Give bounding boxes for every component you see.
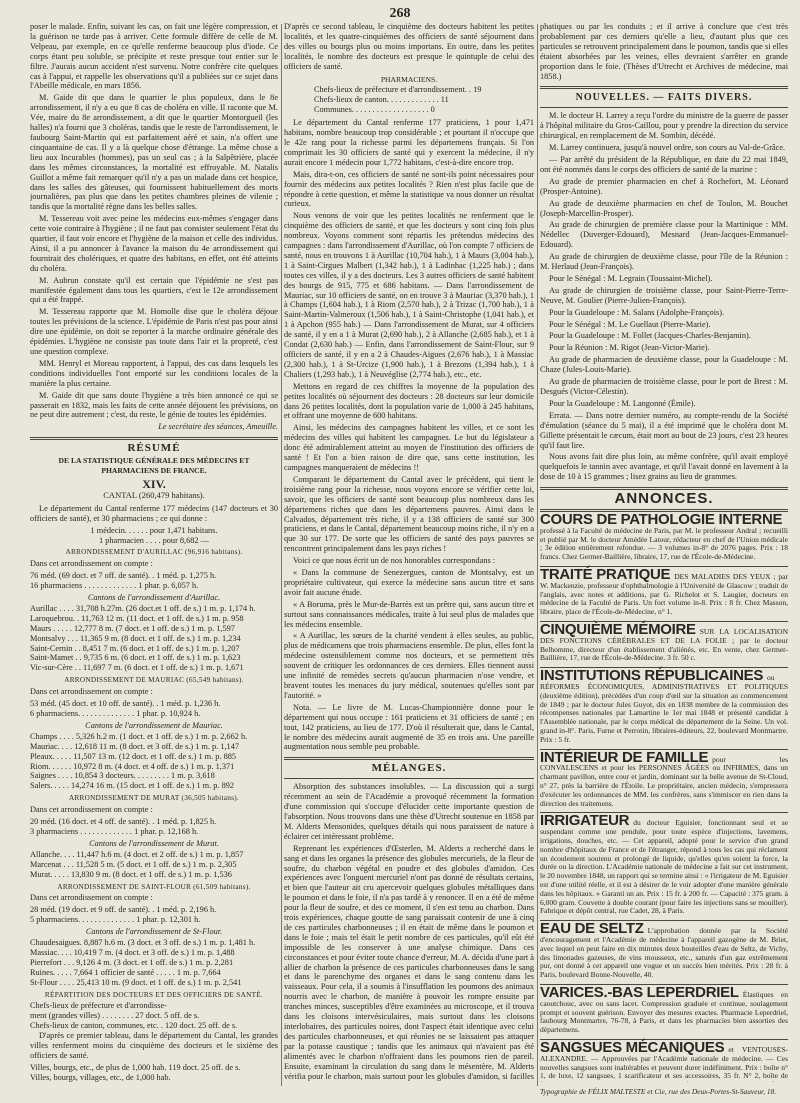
news-item: Nous avons fait dire plus loin, au même confrère, qu'il avait employé quelquefois le tannin avec avantage, et qu'il l'avait donné en lavement à la dose de 10 à 15 grammes ; lisez grains au lieu de grammes. [540, 452, 788, 482]
stat-intro: Dans cet arrondissement on compte : [30, 687, 153, 697]
advertisement [540, 983, 788, 1035]
stat-intro: Dans cet arrondissement on compte : [30, 893, 153, 903]
column-rule [537, 24, 538, 1086]
section-number: XIV. [142, 476, 166, 491]
column-right [540, 22, 788, 1082]
stat-line: Chefs-lieux de préfecture et d'arrondisse- [30, 1001, 167, 1011]
arrondissement-heading: ARRONDISSEMENT DE MAURIAC (65,549 habitans). [64, 676, 244, 685]
table-row: Massiac. . . . 10,419 7 m. (4 doct. et 3 off. de s.) 1 m. p. 1,488 [30, 947, 235, 957]
section-title: ANNONCES. [614, 490, 714, 508]
stat-line: 5 pharmaciens. . . . . . . . . . . . . . 1 phar. p. 12,301 h. [30, 915, 201, 925]
paragraph: D'après ce second tableau, le cinquième des docteurs habitent les petites localités, et les quatre-cinquièmes des officiers de santé séjournent dans des villes ou bourgs plus ou moins importans. En outre, dans les petites localités, le nombre des docteurs est presque le quintuple de celui des officiers de santé. [284, 22, 534, 71]
stat-line: 20 méd. (16 doct. et 4 off. de santé). . 1 méd. p. 1,825 h. [30, 817, 217, 827]
stat-line: Villes, bourgs, villages, etc., de 1,000 hab. [30, 1072, 171, 1082]
divider [284, 757, 534, 760]
table-row: Pierrefort . . . 9,126 4 m. (3 doct. et 1 off. de s.) 1 m. p. 2,281 [30, 957, 234, 967]
table-row: Ruines. . . . . 7,664 1 officier de santé . . . . . 1 m. p. 7,664 [30, 967, 221, 977]
ad-body: L'approbation donnée par la Société d'encouragement et l'Académie de médecine à l'appareil gazogène de M. Briet, avec lequel on peut faire en dix minutes deux bouteilles d'eau de Seltz, de Vichy, des limonades gazeuses, de vins mousseux, etc., saturés d'un gaz extrêmement pur, ont donné à cet appareil une vogue et un succès bien mérités. Prix : 28 fr. à Paris, boulevard Bonne-Nouvelle, 40. [540, 926, 788, 980]
table-row: Allanche. . . . 11,447 h.6 m. (4 doct. et 2 off. de s.) 1 m. p. 1,857 [30, 849, 244, 859]
news-item: Au grade de pharmacien de troisième classe, pour le port de Brest : M. Desgués (Victor-Célestin). [540, 377, 788, 396]
column-middle [284, 22, 534, 1082]
arrondissement-heading: ARRONDISSEMENT D'AURILLAC (96,916 habitans). [65, 548, 243, 557]
news-item: Pour le Sénégal : M. Le Guellaut (Pierre-Marie). [549, 319, 711, 329]
paragraph: Voici ce que nous écrit un de nos honorables correspondans : [293, 556, 496, 566]
canton-heading: Cantons de l'arrondissement de St-Flour. [85, 927, 223, 937]
advertisement [540, 748, 788, 809]
table-row: Saignes . . . . 10,854 3 docteurs. . . . . . . . . 1 m. p. 3,618 [30, 771, 215, 781]
news-item: Pour le Sénégal : M. Legrain (Toussaint-Michel). [549, 273, 713, 283]
section-title: RÉSUMÉ [127, 442, 181, 455]
column-left [30, 22, 278, 1082]
canton-heading: Cantons de l'arrondissement de Mauriac. [85, 720, 223, 730]
stat-intro: Dans cet arrondissement on compte : [30, 559, 153, 569]
paragraph: Nota. — Le livre de M. Lucas-Championnière donne pour le département qui nous occupe : 161 praticiens et 31 officiers de santé ; en tout, 142 praticiens, au lieu de 177. D'où il résulterait que, dans le Cantal, le nombre des médecins aurait augmenté de 35 en trois ans. Une pareille augmentation nous semble peu probable. [284, 702, 534, 752]
news-item: Au grade de chirurgien de troisième classe, pour Saint-Pierre-Terre-Neuve, M. Goulier (Pierre-Julien-François). [540, 285, 788, 305]
paragraph: M. Tessereau voit avec peine les médecins eux-mêmes s'engager dans cette voie contraire à l'hygiène ; il ne faut pas consister seulement l'état du quartier, il faut voir encore et l'hygiène de la maison et celle des individus. Ainsi, il a pu annoncer à l'avance la maison du 4e arrondissement qui fournirait des cholériques, et quatre des habitans, en effet, ont été atteints du choléra. [30, 214, 278, 273]
paragraph: M. Aubrun constate qu'il est certain que l'épidémie ne s'est pas manifestée également dans tous les quartiers, c'est le 12e arrondissement qui a été frappé. [30, 275, 278, 305]
paragraph: phatiques ou par les conduits ; et il arrive à conclure que c'est très probablement par ces derniers qu'elle a lieu, d'autant plus que ces particules se retrouvent principalement dans le poumon, tandis que si elles étaient absorbées par les veines, elles devraient s'arrêter en grande proportion dans le foie. (Thèses d'Utrecht et Archives de médecine, mai 1858.) [540, 22, 788, 81]
paragraph: Reprenant les expériences d'Œsterlen, M. Alderts a recherché dans le sang et dans les organes la présence des globules mercuriels, de la fleur de soufre, du charbon végétal en poudre et des globules d'amidon. Ces expériences avec l'onguent mercuriel n'ont pas donné de résultats certains, et bien que l'auteur ait cru apercevoir quelques globules métalliques dans le poumon et dans le foie, il n'a pas tardé à y renoncer. Il en a été de même pour la fleur de soufre, et des ce moment, il s'en est tenu au charbon. Dans trois expériences, chaque goutte de sang paraissait contenir de une à cinq de ces particules charbonneuses ; il en était de même dans le poumon et dans le foie ; mais tel était le petit nombre de ces particules, qu'il eût été impossible de les conserver à une analyse chimique. Dans ces circonstances et pour éviter toute chance d'erreur, M. A. décida d'une part à allier de charbon la présence de ces particules charbonneuses dans le sang et dans le parenchyme des organes et dans le sang contenu dans les vaisseaux. Pour cela, il a soumis à l'insufflation les poumons des animaux nourris avec le charbon, de manière à pouvoir les rompre ensuite par tranches minces, susceptibles d'être examinées au microscope, et il trouva dans les cloisons intervésiculaires, mais surtout dans les cloisons interlobaires, des particules noires, dont l'aspect était identique avec celui des particules charbonneuses, et qui réunies ne se laissaient pas attaquer par la potasse caustique ; tandis que les animaux qui n'avaient pas été alimentés avec le charbon n'offraient dans les poumons rien de pareil. Ensuite, examinant la circulation du sang dans le mésentère, M. Alderts vérifia pour le charbon, mais surtout pour les globules d'amidon, si facilles [284, 843, 534, 1081]
ad-body: Élastiques en caoutchouc, avec ou sans lacet. Compression graduée et continue, soulagement prompt et souvent guérison. Envoyer des mesures exactes. Pharmacie Leperdriel, faubourg Montmartre, 76-78, à Paris, et dans les pharmacies bien assorties des départemens. [540, 989, 788, 1035]
ad-title: INTÉRIEUR DE FAMILLE [540, 748, 709, 766]
paragraph: MM. Henryl et Moreau rapportent, à l'appui, des cas dans lesquels les conditions individuelles l'ont emporté sur les conditions locales de la manière la plus certaine. [30, 358, 278, 388]
paragraph: Nous venons de voir que les petites localités ne renferment que le cinquième des officiers de santé, et que les docteurs y sont cinq fois plus nombreux. Voyons comment sont répartis les prétendus médecins des campagnes : dans l'arrondissement d'Aurillac, où l'on compte 7 officiers de santé, nous en trouvons 1 à Aurillac (10,704 hab.), 1 à Maurs (3,004 hab.), 1 à Saint-Cirgues Malbert (1,342 hab.), 1 à Ladinhac (1,225 hab.) ; dans toutes ces villes, il y a des docteurs. Les 3 autres officiers de santé habitent des bourgs de 915, 775 et 686 habitans. — Dans l'arrondissement de Mauriac, sur 10 officiers de santé, on en trouve 3 à Mauriac (3,370 hab.), 1 à Champs (1,604 hab.), 1 à Riom (2,570 hab.), 2 à Trizac (1,700 hab.), 1 à Saint-Martin-Valmeroux (1,506 hab.), 1 à Saint-Christophe (1,041 hab.), et 1 à Apchon (955 hab.) — Dans l'arrondissement de Murat, sur 4 officiers de santé, il y en a 1 à Murat (2,690 hab.), 2 à Allanche (2,685 hab.), et 1 à Condat (2,630 hab.) — Enfin, dans l'arrondissement de Saint-Flour, sur 9 officiers de santé, il y en a 2 à Chaudes-Aigues (2,676 hab.), 1 à Massiac (2,300 hab.), 1 à St-Urcize (1,900 hab.), 1 à Brezons (1,394 hab.), 1 à Chaliers (1,293 hab.), 1 à Neuvéglise (2,774 hab.), etc., etc. [284, 211, 534, 379]
table-row: Riom. . . . . . 10,972 8 m. (4 doct. et 4 off. de s.) 1 m. p. 1,371 [30, 761, 235, 771]
stat-line: 3 pharmaciens . . . . . . . . . . . . . 1 phar. p. 12,168 h. [30, 826, 199, 836]
news-item: Au grade de chirurgien de deuxième classe, pour l'île de la Réunion : M. Herlaud (Jean-François). [540, 252, 788, 272]
paragraph: M. Tessereau rapporte que M. Homolle dise que le choléra déjoue toutes les prévisions de la science. L'épidémie de Paris n'est pas pour ainsi dire une épidémie, on doit se reporter à la marche ordinaire générale des épidémies. L'hygiène ne consiste pas toute dans l'air et la propreté, c'est une question complexe. [30, 307, 278, 356]
paragraph: D'après ce premier tableau, dans le département du Cantal, les grandes villes renferment moins du cinquième des docteurs et le sixième des officiers de santé. [30, 1031, 278, 1060]
ad-body: ou RÉFORMES ÉCONOMIQUES, ADMINISTRATIVES ET POLITIQUES (deuxième édition), précédées d'un coup d'œil sur la situation au commencement de 1849 ; par le docteur Jules Guyot, dix en 1838 membre de la commission des récompenses nationales par Lamartine le 1er mai 1848 et présenté candidat à l'Assemblée nationale, par le corps médical du département de la Seine. Un vol. grand in-8°. Paris, Furne et Perrotin, libraires-éditeurs, 22, boulevard Montmartre. Prix : 5 fr. [540, 673, 788, 744]
paragraph: Comparant le département du Cantal avec le précédent, qui tient le troisième rang pour la richesse, nous voyons encore se vérifier cette loi, savoir, que les officiers de santé sont beaucoup plus nombreux dans les départemens riches que dans les départemens pauvres. Ainsi dans le Calvados, département très riche, il y a 138 officiers de santé sur 300 praticiens, et dans le Cantal, département beaucoup moins riche, il n'y en a que 30 sur 177. De sorte que les officiers de santé des pays pauvres se rencontrent principalement dans les pays riches ! [284, 474, 534, 554]
table-row: Pleaux. . . . . 11,507 13 m. (12 doct. et 1 off. de s.) 1 m. p. 885 [30, 751, 237, 761]
signature: Le secrétaire des séances, Ameuille. [158, 422, 278, 432]
paragraph: « Dans la commune de Senezergues, canton de Montsalvy, est un propriétaire cultivateur, qui exerce la médecine sans aucun titre et sans avoir fait aucune étude. [284, 568, 534, 597]
canton-heading: Cantons de l'arrondissement de Murat. [89, 838, 219, 848]
table-row: Saint-Mamet . . 9,735 6 m. (6 doct. et 1 off. de s.) 1 m. p. 1,623 [30, 653, 241, 663]
ad-body: DES MALADIES DES YEUX ; par W. Mackenzie, professeur d'ophthalmologie à l'Université de Glascow ; traduit de l'anglais, avec notes et additions, par G. Richelot et S. Laugier, docteurs en médecine de la Faculté de Paris. Un fort volume in-8. Prix : 8 fr. Chez Masson, libraire, place de l'École-de-Médecine, n° 1. [540, 572, 788, 617]
advertisement [540, 621, 788, 663]
news-item: Pour la Réunion : M. Rigot (Jean-Victor-Marie). [549, 343, 710, 353]
ad-body: du docteur Eguisier, fonctionnant seul et se suspendant comme une pendule, pour toute espèce d'injections, lavemens, irrigations, douches, etc. — Cet appareil, adopté pour le service d'un grand nombre d'hôpitaux de France et de l'étranger, répond à tous les cas qui réclament un écoulement soutenu et prolongé de liquide, qu'elles qu'en soient la force, la durée ou la direction. L'Académie nationale de médecine a fait sur cet instrument, le 20 novembre 1848, un rapport qui se termine ainsi : « l'irrigateur de M. Eguisier est d'une utilité réelle, et il est à désirer de le voir adopter d'une manière générale dans les hôpitaux. » Garanti un an. Prix : 15 fr. à 200 fr. — Capacité : 375 gram. à 6,000 gram. Couvette à double courant (pour faire les injections sans se mouiller). Fabrique et dépôt central, rue Cadet, 28, à Paris. [540, 818, 788, 916]
paragraph: « A Aurillac, les sœurs de la charité vendent à elles seules, au public, plus de médicamens que trois pharmaciens ensemble. De plus, elles font la médecine ostensiblement comme nos docteurs, et se permettent très souvent de critiquer les ordonnances de ces derniers. Elles tiennent aussi une infinité de remèdes secrets qu'aucun pharmacien n'ose vendre, et bravent toutes les menaces du jury médical, soutenues qu'elles sont par l'autorité. » [284, 631, 534, 700]
divider [30, 437, 278, 440]
advertisement [540, 511, 788, 562]
stat-line: 28 méd. (19 doct. et 9 off. de santé). . 1 méd. p. 2,196 h. [30, 905, 217, 915]
paragraph: Absorption des substances insolubles. — La discussion qui a surgi récemment au sein de l'Académie a provoqué récemment la formation d'une commission qui s'occupe d'élucider cette importante question de l'absorption. Nous trouvons dans une thèse d'Utrecht soutenue en 1858 par M. Alderts Mensonides, quelques détails qui nous paraissent de nature à éclairer cet intéressant problème. [284, 782, 534, 841]
ad-title: INSTITUTIONS RÉPUBLICAINES [540, 667, 764, 685]
ad-title: TRAITÉ PRATIQUE [540, 566, 671, 584]
news-item: Au grade de deuxième pharmacien en chef de Toulon, M. Bouchet (Joseph-Marcellin-Prosper). [540, 198, 788, 218]
ad-body: professé à la Faculté de médecine de Paris, par M. le professeur Andral ; recueilli et publié par M. le docteur Amédée Latour, rédacteur en chef de l'Union médicale ; 3e édition entièrement refondue. — 3 volumes in-8° de 2076 pages. Prix : 18 francs. Chez Germer-Baillière, libraire, 17, rue de l'École-de-Médecine. [540, 525, 788, 562]
stat-line: 1 médecin. . . . . . pour 1,471 habitans. [90, 525, 218, 535]
paragraph: M. Gaide dit que dans le quartier le plus populeux, dans le 8e arrondissement, il n'y a eu que 8 cas de choléra en ville. Il raconte que M. Vée, maire du 8e arrondissement, a dit que le quartier Montorgueil (les halles) n'a fourni que 3 choléras, tandis que le reste de l'arrondissement, le faubourg Saint-Martin qui est parfaitement aéré et sain, n'a offert une cinquantaine de cas. Il y a là quelque chose d'étrange. La même chose a lieu aux Incurables (hommes), pas un seul cas ; à la Salpêtrière, placée dans les mêmes circonstances, la mortalité est effroyable. M. Natalis Guillot a même fait remarquer qu'il n'y a pas un malade dans cet hospice, dans les salles des gâteuses, qui fournissent habituellement des morts journalières, pas plus que dans les petites chambres pleines de vilenie ; tandis que la mortalité règne dans les belles salles. [30, 93, 278, 212]
table-row: Marcenat . . . 11,528 5 m. (5 doct. et 1 off. de s.) 1 m. p. 2,305 [30, 859, 237, 869]
paragraph: Le département du Cantal renferme 177 médecins (147 docteurs et 30 officiers de santé), et 30 pharmaciens ; ce qui donne : [30, 503, 278, 523]
news-item: M. Larrey continuera, jusqu'à nouvel ordre, son cours au Val-de-Grâce. [549, 143, 786, 153]
pharmaciens-heading: PHARMACIENS. [380, 74, 438, 84]
table-row: Murat. . . . . 13,830 9 m. (8 doct. et 1 off. de s.) 1 m. p. 1,536 [30, 869, 232, 879]
ad-title: COURS DE PATHOLOGIE INTERNE [540, 511, 783, 529]
ad-title: IRRIGATEUR [540, 812, 630, 830]
stat-line: 16 pharmaciens . . . . . . . . . . . . . 1 phar. p. 6,057 h. [30, 581, 199, 591]
table-row: Aurillac . . . . 31,708 h.27m. (26 doct.et 1 off. de s.) 1 m. p. 1,174 h. [30, 603, 256, 613]
stat-line: ment (grandes villes) . . . . . . . . 27 doct. 5 off. de s. [30, 1011, 200, 1021]
news-item: Pour la Guadeloupe : M. Follet (Jacques-Charles-Benjamin). [549, 331, 751, 341]
table-row: Chaudesaigues. 8,887 h.6 m. (3 doct. et 3 off. de s.) 1 m. p. 1,481 h. [30, 938, 256, 948]
divider [540, 86, 788, 89]
divider [540, 107, 788, 108]
table-row: Montsalvy . . . 11,365 9 m. (8 doct. et 1 off. de s.) 1 m. p. 1,234 [30, 633, 241, 643]
news-item: Pour la Guadeloupe : M. Salans (Adolphe-François). [549, 307, 725, 317]
ad-title: EAU DE SELTZ [540, 920, 644, 938]
stat-line: 76 méd. (69 doct. et 7 off. de santé). . 1 méd. p. 1,275 h. [30, 571, 217, 581]
table-row: Vic-sur-Cère . . 11,697 7 m. (6 doct. et 1 off. de s.) 1 m. p. 1,671 [30, 663, 244, 673]
arrondissement-heading: ARRONDISSEMENT DE MURAT (36,505 habitans). [68, 794, 240, 803]
advertisement [540, 812, 788, 916]
table-row: Salers. . . . . 14,274 16 m. (15 doct. et 1 off. de s.) 1 m. p. 892 [30, 781, 235, 791]
news-item: Au grade de chirurgien de première classe pour la Martinique : MM. Nédellec (Duverger-Edouard), Mesnard (Jean-Jacques-Emmanuel-Edouard). [540, 220, 788, 250]
ad-title: VARICES.-BAS LEPERDRIEL [540, 983, 739, 1001]
ad-body: SUR LA LOCALISATION DES FONCTIONS CÉRÉBRALES ET DE LA FOLIE ; par le docteur Belhomme, directeur d'un établissement d'aliénés, etc. En vente, chez Germer-Baillière, 17, rue de l'École-de-Médecine. 3 fr. 50 c. [540, 627, 788, 663]
department-heading: CANTAL (260,479 habitans). [103, 489, 205, 500]
news-item: Au grade de premier pharmacien en chef à Rochefort, M. Léonard (Prosper-Antoine). [540, 176, 788, 196]
paragraph: Ainsi, les médecins des campagnes habitent les villes, et ce sont les médecins des villes qui habitent les campagnes. Le but du législateur a donc été admirablement atteint au moyen de l'institution des officiers de santé ! Et l'on a bien raison de dire que, sans cette institution, les campagnes manqueraient de médecins !! [284, 423, 534, 472]
section-title: NOUVELLES. — FAITS DIVERS. [575, 92, 753, 104]
stat-intro: Dans cet arrondissement on compte : [30, 805, 153, 815]
advertisement [540, 920, 788, 980]
advertisement [540, 1038, 788, 1082]
advertisement [540, 566, 788, 617]
ad-body: et VENTOUSES-ALEXANDRE. — Approuvées par l'Académie nationale de médecine. — Ces nouvelles sangsues sont inaltérables et peuvent durer indéfiniment. Prix : boîte n° 1, de luxe, 12 sangsues, 1 scarificateur et ses accessoires, 35 fr. N° 2, boîte de [540, 1044, 788, 1081]
stat-line: Chefs-lieux de canton. . . . . . . . . . . . . 11 [314, 95, 449, 105]
paragraph: Mettons en regard de ces chiffres la moyenne de la population des petites localités où séjournent des docteurs : 28 docteurs sur leur domicile dans 26 petites localités, dont la population varie de 1,000 à 245 habitans, et offrant une moyenne de 600 habitans. [284, 381, 534, 421]
ad-title: CINQUIÈME MÉMOIRE [540, 621, 696, 639]
table-row: St-Flour . . . . 25,413 10 m. (9 doct. et 1 off. de s.) 1 m. p. 2,541 [30, 977, 242, 987]
arrondissement-heading: ARRONDISSEMENT DE SAINT-FLOUR (61,509 habitans). [57, 882, 251, 891]
paragraph: Le département du Cantal renferme 177 praticiens, 1 pour 1,471 habitans, nombre beaucoup trop considérable ; et pourtant il n'occupe que le 42e rang pour la richesse parmi les départemens français. Si l'on comprimait les 30 officiers de santé qui y exercent la médecine, il n'y aurait encore 1 médecin pour 1,772 habitans, c'est-à-dire encore trop. [284, 118, 534, 167]
table-row: Maurs . . . . . 12,777 8 m. (7 doct. et 1 off. de s.) 1 m. p. 1,597 [30, 623, 235, 633]
stat-line: 6 pharmaciens. . . . . . . . . . . . . . 1 phar. p. 10,924 h. [30, 709, 201, 718]
section-title: MÉLANGES. [371, 762, 447, 775]
ad-title: SANGSUES MÉCANIQUES [540, 1038, 725, 1056]
table-row: Saint-Cernin . . 8,451 7 m. (6 doct. et 1 off. de s.) 1 m. p. 1,207 [30, 643, 240, 653]
stat-line: Villes, bourgs, etc., de plus de 1,000 hab. 119 doct. 25 off. de s. [30, 1062, 241, 1072]
news-item: Pour la Guadeloupe : M. Langonné (Émile). [549, 398, 696, 408]
stat-line: Communes. . . . . . . . . . . . . . . . . . . 0 [314, 105, 435, 115]
stat-line: Chefs-lieux de préfecture et d'arrondissement. . 19 [314, 85, 482, 95]
paragraph: poser le malade. Enfin, suivant les cas, on fait une légère compression, et la guérison ne tarde pas à arriver. Cette formule diffère de celle de M. Velpeau, par exemple, en ce qu'elle renferme beaucoup plus d'iode. Ce corps étant peu soluble, se précipite et reste presque tout entier sur le filtre. J'aurais aucun accident n'est survenu. Notre confrère cite quelques cas à l'appui, et rappelle les observations qu'il a publiées sur ce sujet dans l'Abeille médicale, en mars 1856. [30, 22, 278, 91]
divider [284, 778, 534, 779]
section-subtitle: DE LA STATISTIQUE GÉNÉRALE DES MÉDECINS ET PHARMACIENS DE FRANCE. [58, 456, 250, 476]
news-item: — Par arrêté du président de la République, en date du 22 mai 1849, ont été nommés dans le corps des officiers de santé de la marine : [540, 154, 788, 174]
page-number: 268 [389, 6, 411, 21]
canton-heading: Cantons de l'arrondissement d'Aurillac. [87, 593, 221, 603]
advertisement [540, 667, 788, 744]
stat-line: 53 méd. (45 doct. et 10 off. de santé). . 1 méd. p. 1,236 h. [30, 699, 221, 709]
column-rule [281, 24, 282, 1086]
news-item: Errata. — Dans notre dernier numéro, au compte-rendu de la Société d'émulation (séance du 5 mai), il a été imprimé que le choléra dont M. Gillette présentait le cæcum, était mort au bout de 23 jours, c'est 23 heures qu'il faut lire. [540, 410, 788, 450]
news-item: Au grade de pharmacien de deuxième classe, pour la Guadeloupe : M. Chaze (Jules-Louis-Marie). [540, 355, 788, 375]
paragraph: « A Boruma, près le Mur-de-Barrès est un prêtre qui, sans aucun titre et surtout sans connaissances médicales, traite à lui seul plus de malades que les médecins ensemble. [284, 599, 534, 629]
stat-line: 1 pharmacien . . . . pour 8,682 — [99, 535, 209, 545]
table-row: Champs . . . . 5,326 h.2 m. (1 doct. et 1 off. de s.) 1 m. p. 2,662 h. [30, 731, 248, 741]
news-item: M. le docteur H. Larrey a reçu l'ordre du ministre de la guerre de passer à l'hôpital militaire du Gros-Caillou, pour y prendre la direction du service chirurgical, en remplacement de M. Sombin, décédé. [540, 111, 788, 141]
repartition-heading: RÉPARTITION DES DOCTEURS ET DES OFFICIERS DE SANTÉ. [44, 990, 264, 999]
paragraph: Mais, dira-t-on, ces officiers de santé ne sont-ils point nécessaires pour fournir des médecins aux petites localités ? Rien n'est plus facile que de répondre à cette question, et même la statistique va nous donner un résultat curieux. [284, 169, 534, 209]
stat-line: Chefs-lieux de canton, communes, etc. . 120 doct. 25 off. de s. [30, 1021, 238, 1031]
paragraph: M. Gaide dit que sans doute l'hygiène a très bien annoncé ce qui se passerait en 1832, mais les faits de cette année déjouent les prévisions, on ne peut dire autrement ; c'est, du reste, le génie de toutes les épidémies. [30, 390, 278, 420]
ad-body: pour les CONVALESCENS et pour les PERSONNES ÂGÉES ou INFIRMES, dans un charmant pavillon, entre cour et jardin, dominant sur la belle avenue de St-Cloud, n° 27, près la barrière de l'Étoile. Le propriétaire, ancien médecin, s'empressera d'exécuter les ordonnances de MM. les confrères, sans s'immiscer en rien dans la direction des traitemens. [540, 754, 788, 808]
table-row: Laroquebrou. . 11,763 12 m. (11 doct. et 1 off. de s.) 1 m. p. 958 [30, 613, 244, 623]
printer-footer: Typographie de FÉLIX MALTESTE et Cie, rue des Deux-Portes-St-Sauveur, 18. [540, 1087, 777, 1096]
table-row: Mauriac. . . . 12,618 11 m. (8 doct. et 3 off. de s.) 1 m. p. 1,147 [30, 741, 240, 751]
